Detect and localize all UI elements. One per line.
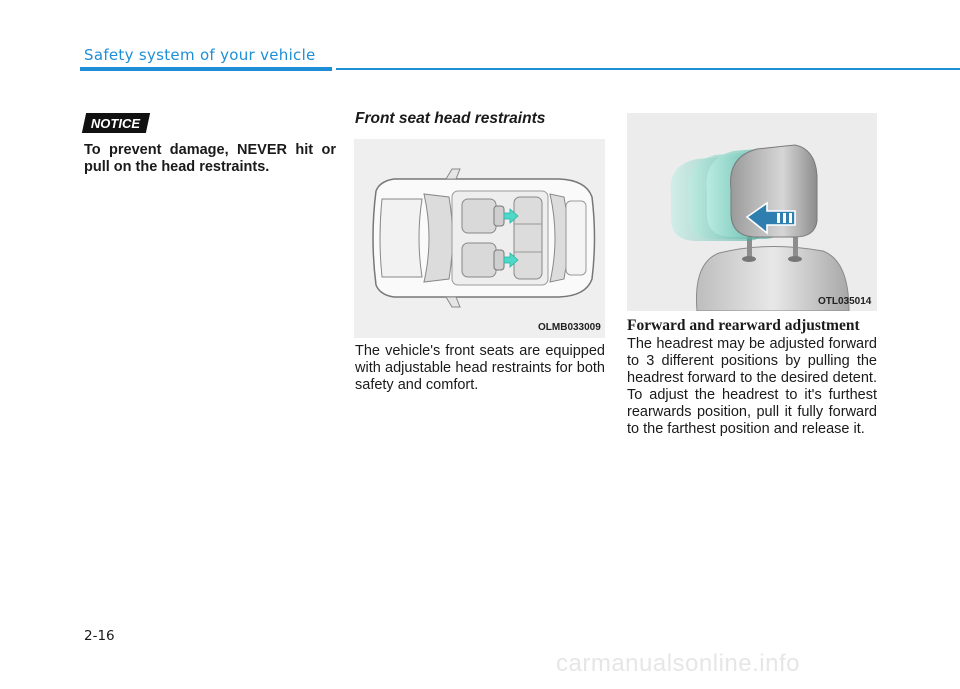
header-rule-thick [80,67,332,71]
section-body-text: The vehicle's front seats are equipped with adjustable head restraints for both safety and comfort. [355,343,605,393]
page-number: 2-16 [84,628,115,644]
section-title: Safety system of your vehicle [84,46,316,64]
car-top-view-figure [354,139,605,338]
notice-text: To prevent damage, NEVER hit or pull on the head restraints. [84,142,336,175]
section-heading: Front seat head restraints [355,110,546,127]
notice-badge: NOTICE [82,113,150,133]
figure-caption-olmb033009: OLMB033009 [538,322,601,333]
headrest-illustration [627,113,877,311]
watermark: carmanualsonline.info [556,650,800,677]
header-rule-thin [336,68,960,70]
headrest-figure [627,113,877,311]
car-top-view-illustration [354,139,605,338]
figure-caption-otl035014: OTL035014 [818,296,872,307]
adjustment-heading: Forward and rearward adjustment [627,317,860,334]
adjustment-body-text: The headrest may be adjusted forward to 3 different positions by pulling the headrest forward to the desired detent. To adjust the headrest to it's furthest rearwards position, pull it fully forward to the farthest position and release it. [627,336,877,437]
